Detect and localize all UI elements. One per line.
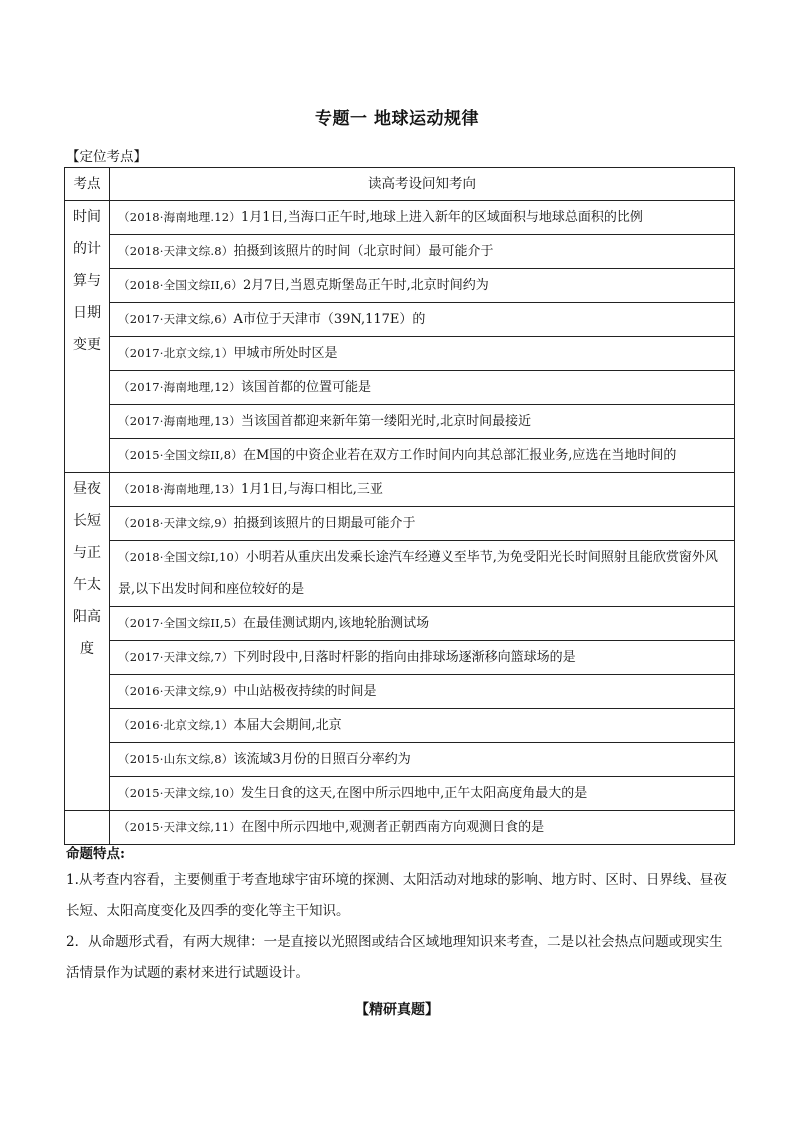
- question-cell: [110, 473, 735, 507]
- question-text: 下列时段中,日落时杆影的指向由排球场逐渐移向篮球场的是: [233, 650, 576, 665]
- question-cell: [110, 371, 735, 405]
- table-row: [65, 371, 735, 405]
- question-source: （2018·天津文综.8）: [118, 244, 234, 258]
- topic-label: 昼夜长短与正午太阳高度: [73, 481, 101, 657]
- question-source: （2015·天津文综,10）: [118, 786, 242, 800]
- question-text: 发生日食的这天,在图中所示四地中,正午太阳高度角最大的是: [241, 786, 588, 801]
- topic-cell: [65, 811, 110, 845]
- notes-heading: 命题特点:: [66, 846, 125, 862]
- question-source: （2018·海南地理.12）: [118, 210, 242, 224]
- question-cell: [110, 777, 735, 811]
- question-source: （2016·北京文综,1）: [118, 718, 234, 732]
- question-source: （2017·北京文综,1）: [118, 346, 234, 360]
- question-source: （2018·全国文综I,10）: [118, 550, 246, 564]
- question-cell: [110, 337, 735, 371]
- question-cell: [110, 269, 735, 303]
- table-row: [65, 201, 735, 235]
- table-row: [65, 641, 735, 675]
- question-cell: [110, 439, 735, 473]
- question-text: 该国首都的位置可能是: [241, 380, 372, 395]
- question-cell: [110, 743, 735, 777]
- table-row: [65, 541, 735, 607]
- question-source: （2016·天津文综,9）: [118, 684, 234, 698]
- question-source: （2018·全国文综II,6）: [118, 278, 243, 292]
- table-row: [65, 811, 735, 845]
- question-cell: [110, 235, 735, 269]
- table-row: [65, 777, 735, 811]
- question-source: （2018·天津文综,9）: [118, 516, 234, 530]
- question-text: 本届大会期间,北京: [233, 718, 342, 733]
- table-row: [65, 709, 735, 743]
- page-title: 专题一 地球运动规律: [315, 109, 479, 129]
- table-header-row: [65, 168, 735, 201]
- question-cell: [110, 405, 735, 439]
- question-source: （2015·全国文综II,8）: [118, 448, 243, 462]
- question-text: 拍摄到该照片的时间（北京时间）最可能介于: [233, 244, 494, 259]
- question-text: 该流域3月份的日照百分率约为: [233, 752, 411, 767]
- question-cell: [110, 607, 735, 641]
- question-cell: [110, 541, 735, 607]
- question-cell: [110, 709, 735, 743]
- question-source: （2017·海南地理,12）: [118, 380, 242, 394]
- question-cell: [110, 811, 735, 845]
- exam-topic-table: [64, 167, 735, 845]
- question-cell: [110, 303, 735, 337]
- question-text: 1月1日,当海口正午时,地球上进入新年的区域面积与地球总面积的比例: [241, 210, 643, 225]
- topic-cell: [65, 473, 110, 811]
- notes-section: [66, 843, 736, 989]
- question-source: （2017·全国文综II,5）: [118, 616, 243, 630]
- question-text: 小明若从重庆出发乘长途汽车经遵义至毕节,为免受阳光长时间照射且能欣赏窗外风景,以下出发时间和座位较好的是: [118, 550, 718, 597]
- question-text: 甲城市所处时区是: [233, 346, 338, 361]
- question-source: （2015·天津文综,11）: [118, 820, 242, 834]
- table-row: [65, 405, 735, 439]
- header-content: 读高考设问知考向: [110, 168, 735, 201]
- table-row: [65, 507, 735, 541]
- table-row: [65, 439, 735, 473]
- notes-paragraph-1: 1.从考查内容看，主要侧重于考查地球宇宙环境的探测、太阳活动对地球的影响、地方时、区时、日界线、昼夜长短、太阳高度变化及四季的变化等主干知识。: [66, 872, 727, 919]
- table-row: [65, 473, 735, 507]
- section-label-positioning: 【定位考点】: [66, 149, 147, 165]
- table-row: [65, 269, 735, 303]
- section-label-study: 【精研真题】: [355, 1002, 439, 1018]
- question-source: （2017·天津文综,6）: [118, 312, 234, 326]
- question-text: 在最佳测试期内,该地轮胎测试场: [242, 616, 430, 631]
- notes-paragraph-2: 2．从命题形式看，有两大规律：一是直接以光照图或结合区域地理知识来考查，二是以社会热点问题或现实生活情景作为试题的素材来进行试题设计。: [66, 934, 723, 981]
- question-text: 当该国首都迎来新年第一缕阳光时,北京时间最接近: [241, 414, 532, 429]
- question-text: 2月7日,当恩克斯堡岛正午时,北京时间约为: [242, 278, 489, 293]
- question-source: （2017·天津文综,7）: [118, 650, 234, 664]
- question-text: 拍摄到该照片的日期最可能介于: [233, 516, 416, 531]
- question-cell: [110, 641, 735, 675]
- table-row: [65, 743, 735, 777]
- question-cell: [110, 201, 735, 235]
- question-source: （2017·海南地理,13）: [118, 414, 242, 428]
- topic-label: 时间的计算与日期变更: [73, 209, 101, 353]
- question-cell: [110, 675, 735, 709]
- topic-cell: [65, 201, 110, 473]
- table-row: [65, 337, 735, 371]
- question-source: （2015·山东文综,8）: [118, 752, 234, 766]
- question-text: 在M国的中资企业若在双方工作时间内向其总部汇报业务,应选在当地时间的: [242, 448, 677, 463]
- question-text: 1月1日,与海口相比,三亚: [241, 482, 383, 497]
- table-row: [65, 607, 735, 641]
- question-cell: [110, 507, 735, 541]
- question-text: 中山站极夜持续的时间是: [233, 684, 377, 699]
- question-text: A市位于天津市（39N,117E）的: [233, 312, 426, 327]
- header-topic: 考点: [65, 168, 110, 201]
- table-row: [65, 675, 735, 709]
- question-source: （2018·海南地理,13）: [118, 482, 242, 496]
- table-row: [65, 235, 735, 269]
- table-row: [65, 303, 735, 337]
- question-text: 在图中所示四地中,观测者正朝西南方向观测日食的是: [241, 820, 545, 835]
